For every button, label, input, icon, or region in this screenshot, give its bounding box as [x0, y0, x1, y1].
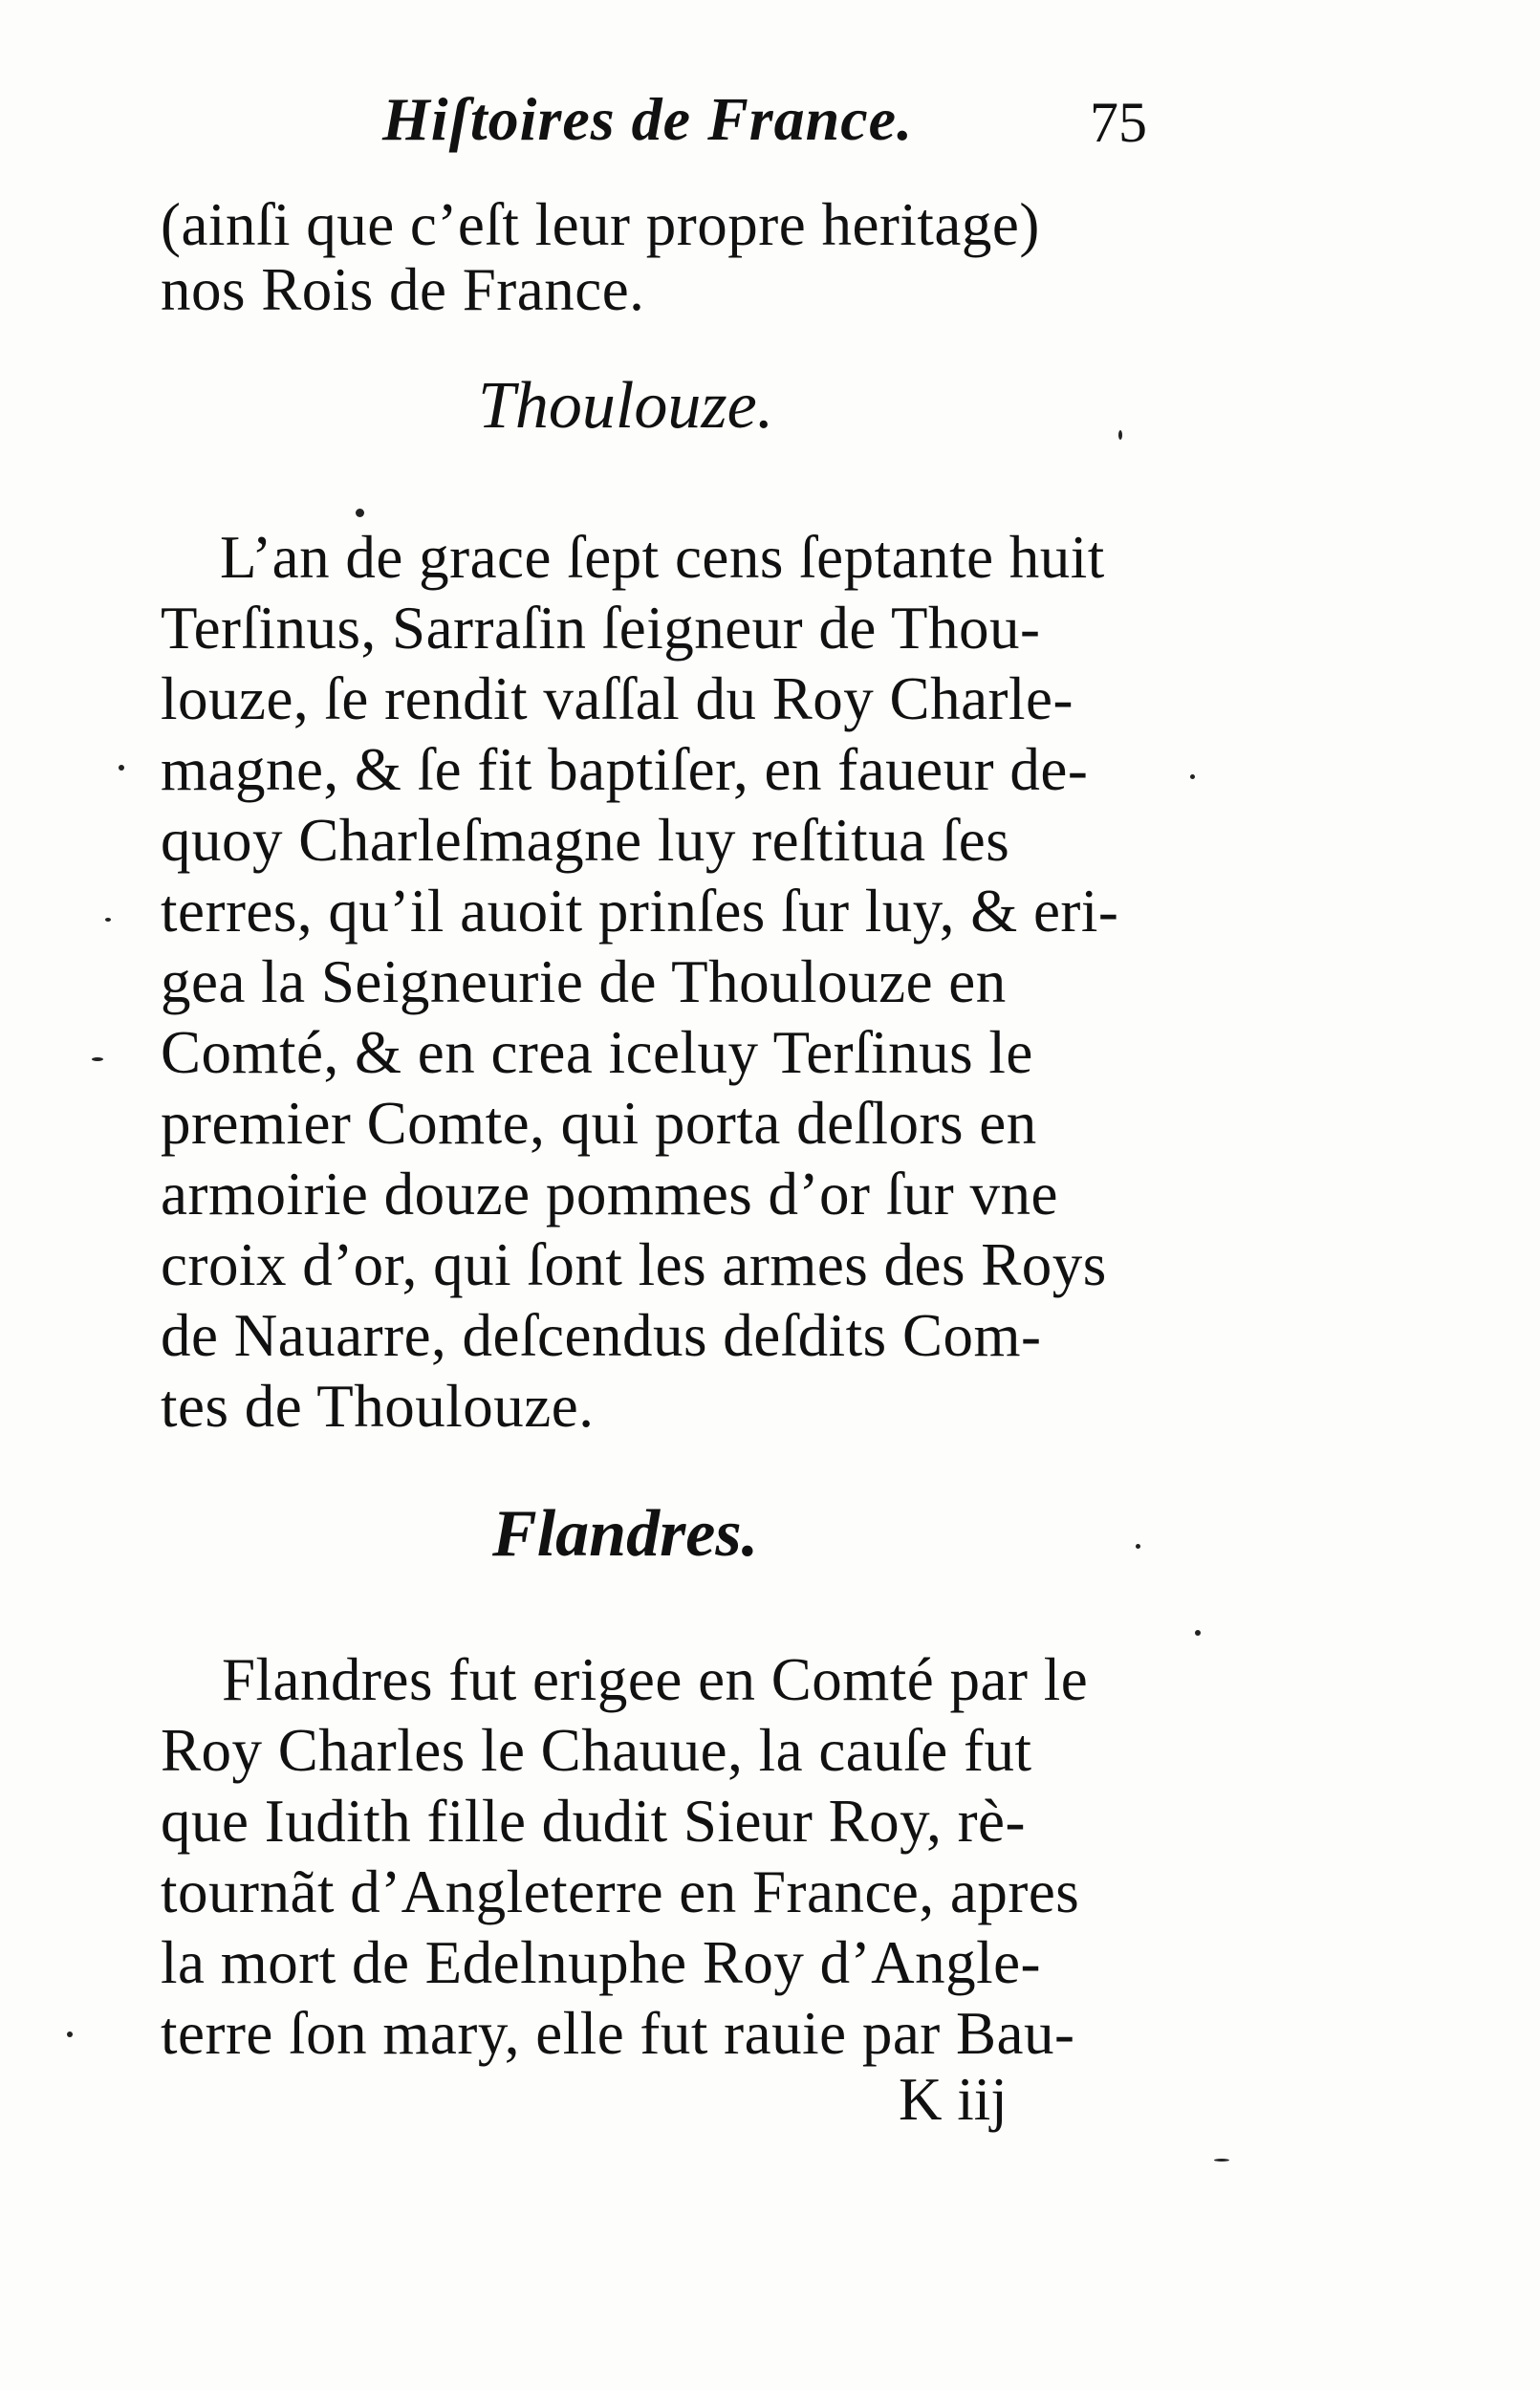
ink-speck — [356, 509, 364, 517]
section-heading-flandres: Flandres. — [492, 1497, 759, 1571]
running-title: Hiſtoires de France. — [382, 85, 914, 153]
text-line: premier Comte, qui porta deſlors en — [161, 1090, 1037, 1157]
ink-speck — [119, 765, 124, 771]
text-line: croix d’or, qui ſont les armes des Roys — [161, 1231, 1107, 1298]
ink-speck — [1190, 774, 1195, 779]
section-heading-thoulouze: Thoulouze. — [478, 369, 774, 443]
text-line: Comté, & en crea iceluy Terſinus le — [161, 1019, 1033, 1086]
text-line: magne, & ſe fit baptiſer, en faueur de- — [161, 736, 1089, 803]
text-line: de Nauarre, deſcendus deſdits Com- — [161, 1302, 1042, 1369]
text-line: tes de Thoulouze. — [161, 1373, 595, 1440]
text-line: quoy Charleſmagne luy reſtitua ſes — [161, 807, 1010, 874]
signature-mark: K iij — [899, 2066, 1008, 2133]
text-line: Flandres fut erigee en Comté par le — [222, 1646, 1089, 1713]
text-line: (ainſi que c’eſt leur propre heritage) — [161, 191, 1040, 258]
text-line: que Iudith fille dudit Sieur Roy, rè- — [161, 1788, 1026, 1855]
ink-speck — [67, 2032, 73, 2037]
ink-speck — [92, 1057, 103, 1061]
ink-speck — [1118, 430, 1122, 440]
text-line: louze, ſe rendit vaſſal du Roy Charle- — [161, 665, 1074, 732]
text-line: armoirie douze pommes d’or ſur vne — [161, 1161, 1058, 1228]
ink-speck — [1214, 2159, 1229, 2162]
text-line: nos Rois de France. — [161, 256, 645, 323]
text-line: L’an de grace ſept cens ſeptante huit — [220, 524, 1105, 591]
page-header — [382, 84, 1243, 180]
page-number: 75 — [1090, 91, 1147, 154]
ink-speck — [1136, 1544, 1140, 1549]
text-line: Terſinus, Sarraſin ſeigneur de Thou- — [161, 595, 1041, 662]
ink-speck — [1195, 1630, 1201, 1636]
text-line: la mort de Edelnuphe Roy d’Angle- — [161, 1929, 1042, 1996]
text-line: gea la Seigneurie de Thoulouze en — [161, 948, 1007, 1015]
text-line: terre ſon mary, elle fut rauie par Bau- — [161, 2000, 1075, 2067]
text-line: Roy Charles le Chauue, la cauſe fut — [161, 1717, 1032, 1784]
text-line: tournãt d’Angleterre en France, apres — [161, 1858, 1080, 1925]
text-line: terres, qu’il auoit prinſes ſur luy, & eri- — [161, 878, 1119, 945]
ink-speck — [105, 918, 111, 922]
